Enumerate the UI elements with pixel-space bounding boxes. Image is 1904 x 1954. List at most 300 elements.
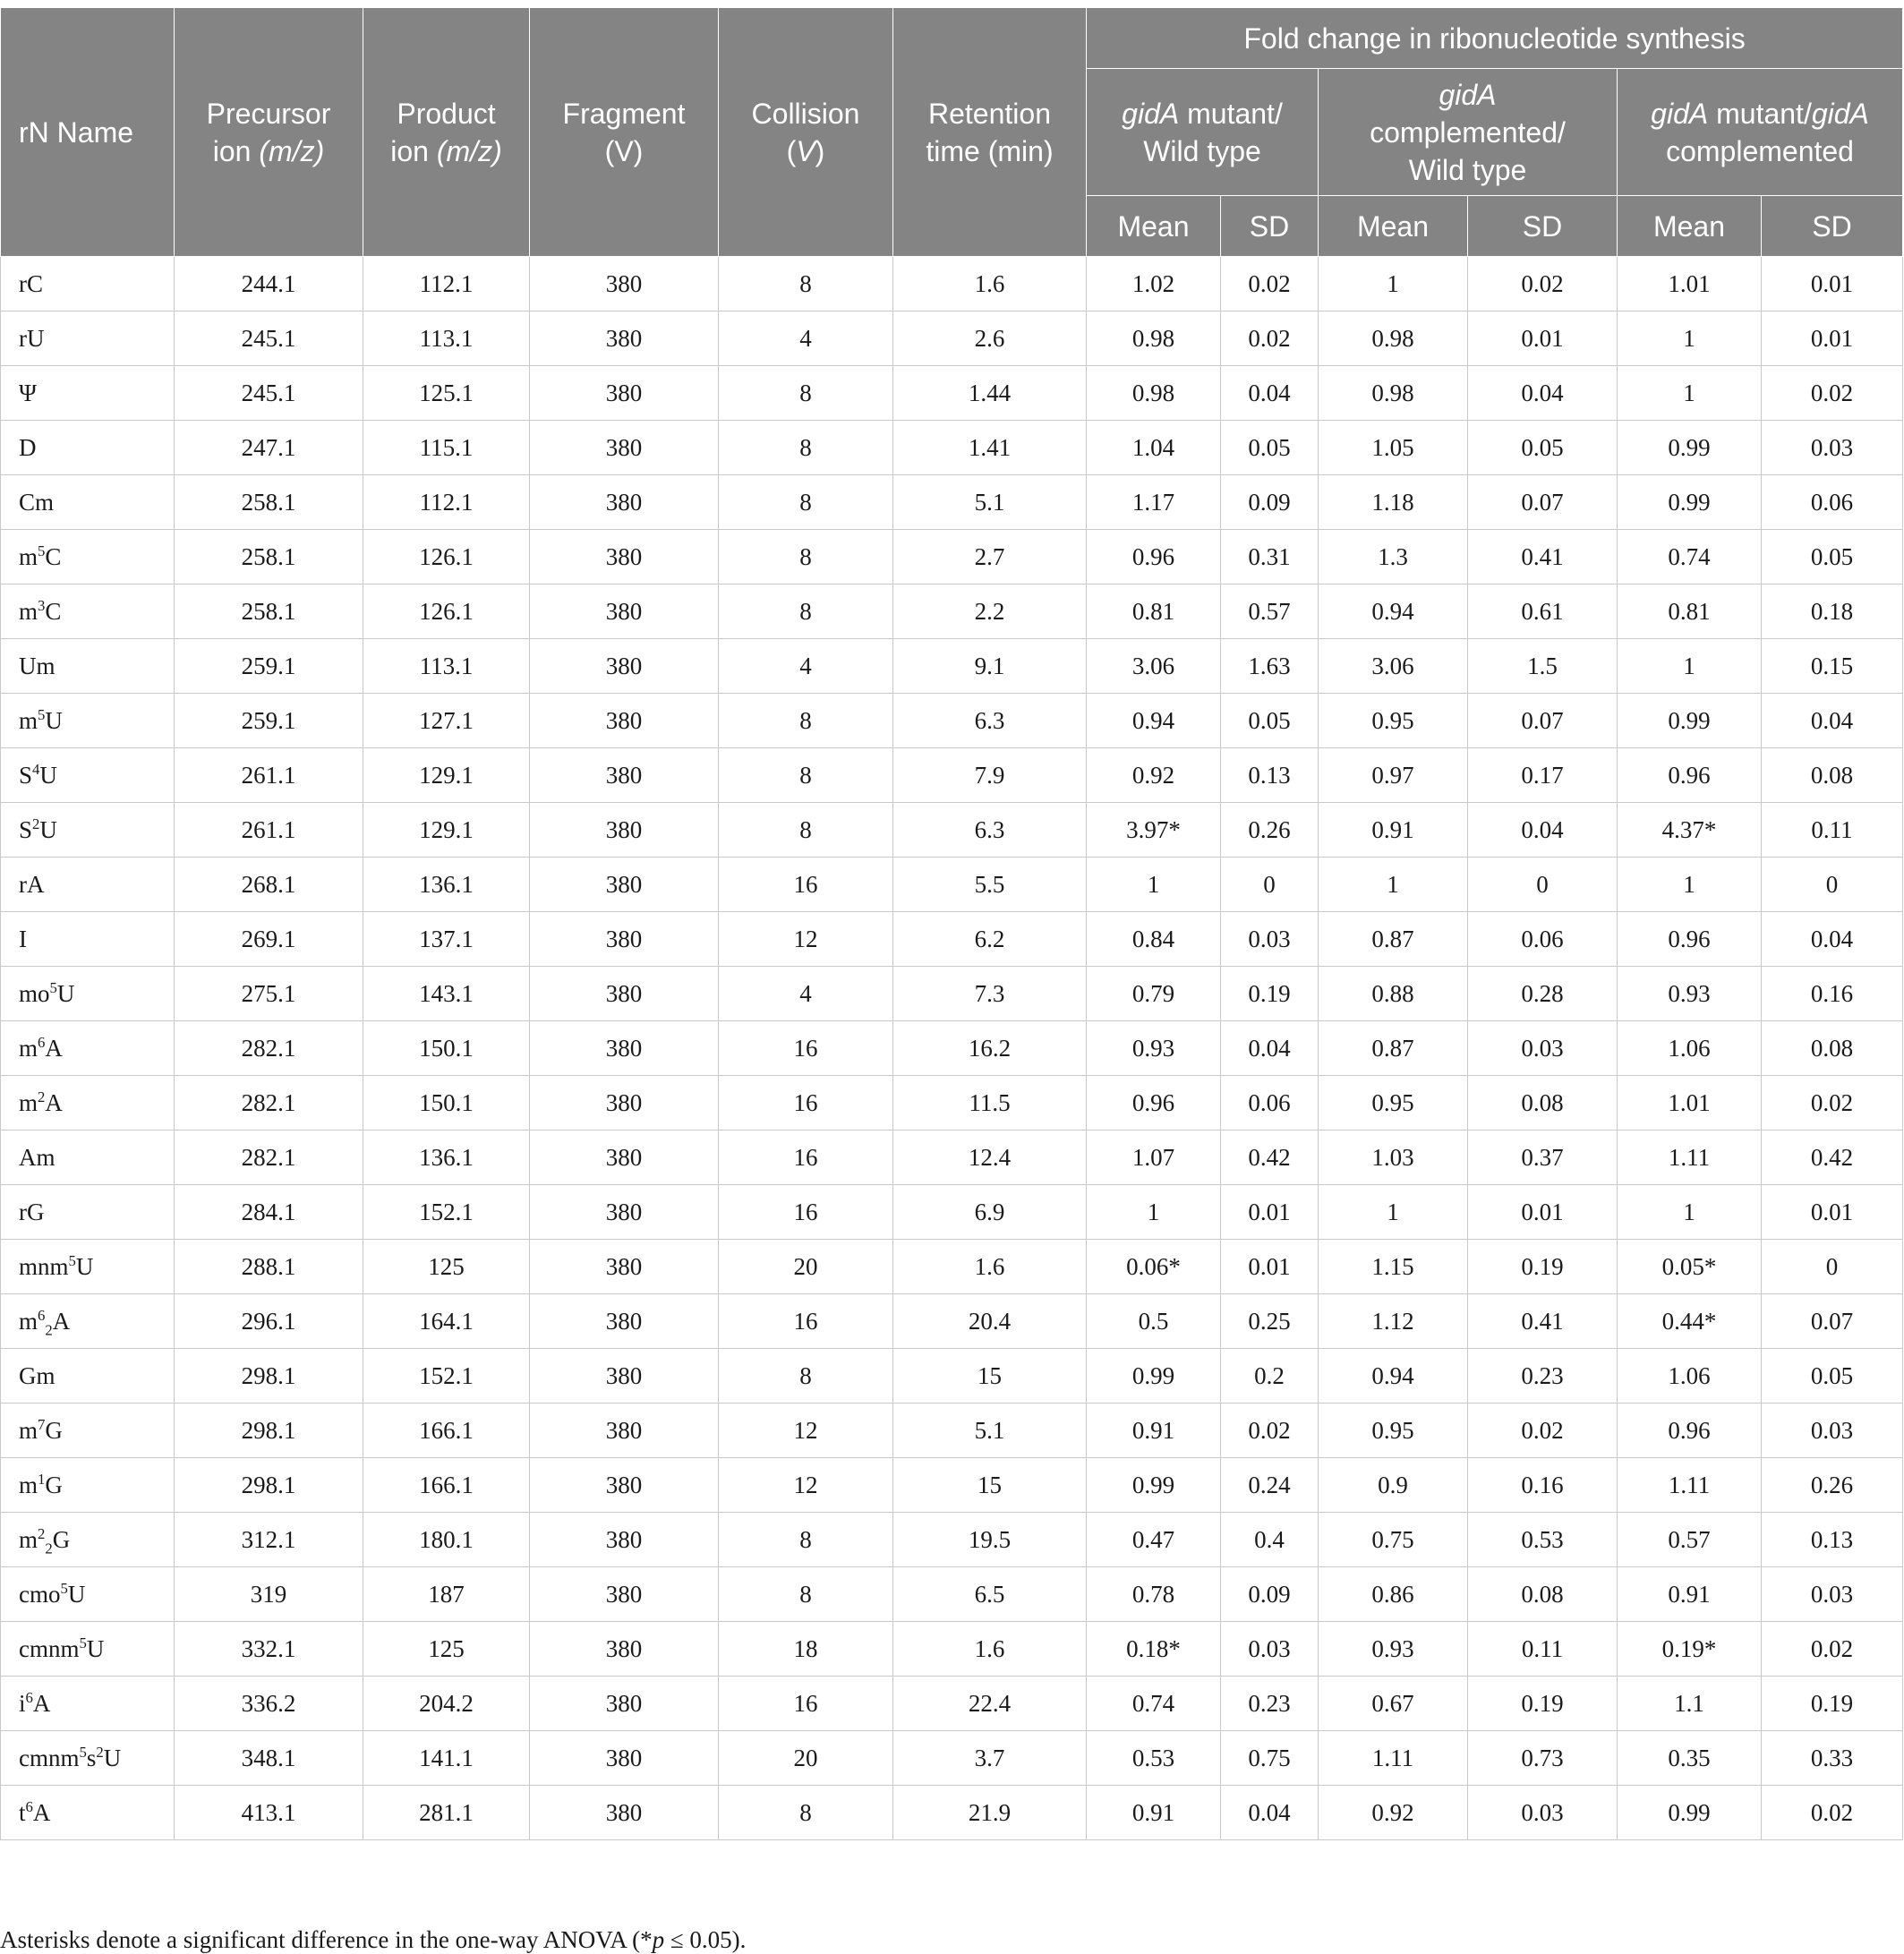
table-cell: 3.06	[1319, 639, 1468, 694]
table-cell: 0.07	[1468, 694, 1618, 748]
header-retention: Retention time (min)	[893, 8, 1087, 257]
table-cell: 0.08	[1762, 1021, 1903, 1076]
table-cell: 0.99	[1618, 694, 1762, 748]
table-cell: 0.01	[1221, 1185, 1319, 1240]
table-cell: 8	[719, 803, 893, 858]
table-cell: 3.7	[893, 1731, 1087, 1786]
table-cell: 0.17	[1468, 748, 1618, 803]
table-cell: 258.1	[175, 475, 363, 530]
cell-rn-name: $m^5C$	[1, 530, 175, 584]
table-cell: 0.91	[1618, 1567, 1762, 1622]
table-row	[1, 1731, 1903, 1786]
table-cell: 0.02	[1762, 1786, 1903, 1840]
table-cell: 380	[530, 1131, 719, 1185]
table-cell: 0.13	[1221, 748, 1319, 803]
table-cell: 0.91	[1087, 1404, 1221, 1458]
table-cell: 380	[530, 1731, 719, 1786]
table-cell: 113.1	[363, 311, 530, 366]
table-cell: 0.94	[1087, 694, 1221, 748]
table-cell: 259.1	[175, 694, 363, 748]
header-name: rN Name	[1, 8, 175, 257]
table-cell: 0.92	[1319, 1786, 1468, 1840]
table-cell: 0.03	[1762, 1567, 1903, 1622]
table-row	[1, 694, 1903, 748]
table-cell: 1	[1618, 1185, 1762, 1240]
table-cell: 164.1	[363, 1294, 530, 1349]
table-row	[1, 1786, 1903, 1840]
cell-rn-name: $i^6A$	[1, 1677, 175, 1731]
table-row	[1, 1567, 1903, 1622]
table-cell: 127.1	[363, 694, 530, 748]
cell-rn-name: I	[1, 912, 175, 967]
cell-rn-name: $m^1G$	[1, 1458, 175, 1513]
table-cell: 1.6	[893, 257, 1087, 311]
table-cell: 0.08	[1468, 1567, 1618, 1622]
table-cell: 0.96	[1618, 912, 1762, 967]
table-cell: 0.98	[1087, 366, 1221, 421]
table-cell: 1.1	[1618, 1677, 1762, 1731]
table-row	[1, 1076, 1903, 1131]
cell-rn-name: rG	[1, 1185, 175, 1240]
table-cell: 0.08	[1468, 1076, 1618, 1131]
table-cell: 380	[530, 257, 719, 311]
table-cell: 0.93	[1319, 1622, 1468, 1677]
table-cell: 0.53	[1087, 1731, 1221, 1786]
table-cell: 1.15	[1319, 1240, 1468, 1294]
table-cell: 20	[719, 1731, 893, 1786]
table-cell: 380	[530, 694, 719, 748]
table-cell: 0.94	[1319, 584, 1468, 639]
table-cell: 288.1	[175, 1240, 363, 1294]
table-row	[1, 1622, 1903, 1677]
table-cell: 0.99	[1618, 475, 1762, 530]
table-cell: 12.4	[893, 1131, 1087, 1185]
table-cell: 0.03	[1221, 1622, 1319, 1677]
table-cell: 0	[1762, 858, 1903, 912]
table-cell: 0.42	[1221, 1131, 1319, 1185]
table-cell: 0.05*	[1618, 1240, 1762, 1294]
table-cell: 8	[719, 421, 893, 475]
table-cell: 1	[1618, 366, 1762, 421]
table-cell: 0.03	[1221, 912, 1319, 967]
table-cell: 0.84	[1087, 912, 1221, 967]
table-cell: 1.41	[893, 421, 1087, 475]
table-cell: 0.96	[1087, 1076, 1221, 1131]
cell-rn-name: mnm$^5$U	[1, 1240, 175, 1294]
table-cell: 5.1	[893, 475, 1087, 530]
header-collision: Collision (V)	[719, 8, 893, 257]
table-cell: 187	[363, 1567, 530, 1622]
table-cell: 245.1	[175, 366, 363, 421]
table-container	[0, 7, 1904, 1840]
table-cell: 0	[1762, 1240, 1903, 1294]
table-cell: 282.1	[175, 1021, 363, 1076]
table-cell: 11.5	[893, 1076, 1087, 1131]
table-cell: 1.6	[893, 1240, 1087, 1294]
table-cell: 0.08	[1762, 748, 1903, 803]
table-cell: 1.6	[893, 1622, 1087, 1677]
table-cell: 0.06	[1762, 475, 1903, 530]
table-row	[1, 366, 1903, 421]
table-cell: 0.4	[1221, 1513, 1319, 1567]
header-fragment: Fragment (V)	[530, 8, 719, 257]
table-cell: 0.01	[1221, 1240, 1319, 1294]
header-comparison-1: gidA mutant/ Wild type	[1087, 69, 1319, 196]
table-row	[1, 1131, 1903, 1185]
header-mean: Mean	[1618, 196, 1762, 257]
table-cell: 0.03	[1762, 1404, 1903, 1458]
header-precursor: Precursor ion (m/z)	[175, 8, 363, 257]
table-cell: 380	[530, 803, 719, 858]
table-cell: 0.33	[1762, 1731, 1903, 1786]
table-cell: 261.1	[175, 803, 363, 858]
table-cell: 0.26	[1221, 803, 1319, 858]
table-cell: 380	[530, 1240, 719, 1294]
table-cell: 0.95	[1319, 1404, 1468, 1458]
table-cell: 6.5	[893, 1567, 1087, 1622]
cell-rn-name: $S^2U$	[1, 803, 175, 858]
table-cell: 1	[1319, 858, 1468, 912]
table-cell: 0.75	[1221, 1731, 1319, 1786]
table-cell: 8	[719, 1349, 893, 1404]
table-cell: 7.3	[893, 967, 1087, 1021]
table-cell: 0.81	[1087, 584, 1221, 639]
table-cell: 0.07	[1468, 475, 1618, 530]
table-cell: 0	[1468, 858, 1618, 912]
table-cell: 268.1	[175, 858, 363, 912]
table-cell: 0.87	[1319, 1021, 1468, 1076]
table-cell: 1.63	[1221, 639, 1319, 694]
table-cell: 0.47	[1087, 1513, 1221, 1567]
table-cell: 0.02	[1221, 311, 1319, 366]
table-cell: 0.02	[1762, 1076, 1903, 1131]
table-cell: 126.1	[363, 584, 530, 639]
table-cell: 5.1	[893, 1404, 1087, 1458]
table-cell: 113.1	[363, 639, 530, 694]
table-cell: 0.06*	[1087, 1240, 1221, 1294]
table-cell: 380	[530, 475, 719, 530]
table-cell: 380	[530, 311, 719, 366]
header-sd: SD	[1762, 196, 1903, 257]
cell-rn-name: $S^4U$	[1, 748, 175, 803]
table-cell: 1.02	[1087, 257, 1221, 311]
table-cell: 166.1	[363, 1404, 530, 1458]
table-row	[1, 311, 1903, 366]
table-cell: 0.26	[1762, 1458, 1903, 1513]
table-cell: 258.1	[175, 530, 363, 584]
table-cell: 8	[719, 366, 893, 421]
table-cell: 380	[530, 1294, 719, 1349]
table-cell: 0.95	[1319, 694, 1468, 748]
table-cell: 15	[893, 1458, 1087, 1513]
table-cell: 0.97	[1319, 748, 1468, 803]
table-cell: 0.5	[1087, 1294, 1221, 1349]
table-cell: 12	[719, 1404, 893, 1458]
table-row	[1, 1513, 1903, 1567]
table-cell: 0.05	[1468, 421, 1618, 475]
table-cell: 1	[1087, 1185, 1221, 1240]
table-cell: 0.02	[1221, 1404, 1319, 1458]
table-cell: 380	[530, 421, 719, 475]
header-sd: SD	[1468, 196, 1618, 257]
table-cell: 0.44*	[1618, 1294, 1762, 1349]
table-cell: 0.94	[1319, 1349, 1468, 1404]
header-comparison-3: gidA mutant/gidA complemented	[1618, 69, 1903, 196]
table-cell: 269.1	[175, 912, 363, 967]
table-cell: 1.11	[1618, 1131, 1762, 1185]
table-cell: 22.4	[893, 1677, 1087, 1731]
table-cell: 380	[530, 967, 719, 1021]
table-cell: 19.5	[893, 1513, 1087, 1567]
table-cell: 0.73	[1468, 1731, 1618, 1786]
cell-rn-name: $cmnm^5s^2U$	[1, 1731, 175, 1786]
table-cell: 380	[530, 1786, 719, 1840]
table-cell: 0.28	[1468, 967, 1618, 1021]
table-cell: 12	[719, 1458, 893, 1513]
table-cell: 125	[363, 1622, 530, 1677]
table-cell: 0.05	[1221, 421, 1319, 475]
header-product: Product ion (m/z)	[363, 8, 530, 257]
table-cell: 2.6	[893, 311, 1087, 366]
table-cell: 261.1	[175, 748, 363, 803]
table-cell: 0.06	[1468, 912, 1618, 967]
table-cell: 0.75	[1319, 1513, 1468, 1567]
table-cell: 1.18	[1319, 475, 1468, 530]
table-cell: 0.11	[1468, 1622, 1618, 1677]
table-cell: 8	[719, 475, 893, 530]
table-cell: 1	[1618, 858, 1762, 912]
table-cell: 1	[1319, 257, 1468, 311]
table-cell: 282.1	[175, 1076, 363, 1131]
cell-rn-name: Um	[1, 639, 175, 694]
table-cell: 0.04	[1221, 1786, 1319, 1840]
table-cell: 0.19	[1762, 1677, 1903, 1731]
table-cell: 8	[719, 530, 893, 584]
cell-rn-name: D	[1, 421, 175, 475]
table-cell: 298.1	[175, 1349, 363, 1404]
table-cell: 298.1	[175, 1458, 363, 1513]
table-cell: 0.92	[1087, 748, 1221, 803]
table-cell: 1.06	[1618, 1021, 1762, 1076]
cell-rn-name: $m^6_2A$	[1, 1294, 175, 1349]
cell-rn-name: $m^7G$	[1, 1404, 175, 1458]
table-cell: 16	[719, 1021, 893, 1076]
table-cell: 380	[530, 639, 719, 694]
table-cell: 137.1	[363, 912, 530, 967]
table-cell: 3.06	[1087, 639, 1221, 694]
table-cell: 0.01	[1762, 1185, 1903, 1240]
table-cell: 0.91	[1319, 803, 1468, 858]
table-cell: 141.1	[363, 1731, 530, 1786]
header-sd: SD	[1221, 196, 1319, 257]
table-cell: 380	[530, 1185, 719, 1240]
table-cell: 0.02	[1762, 1622, 1903, 1677]
table-cell: 0.02	[1221, 257, 1319, 311]
table-cell: 380	[530, 1404, 719, 1458]
table-cell: 15	[893, 1349, 1087, 1404]
table-cell: 4	[719, 311, 893, 366]
table-cell: 0.99	[1087, 1458, 1221, 1513]
table-cell: 0.06	[1221, 1076, 1319, 1131]
table-cell: 0.05	[1762, 1349, 1903, 1404]
table-row	[1, 1458, 1903, 1513]
table-cell: 0.2	[1221, 1349, 1319, 1404]
table-cell: 0.02	[1762, 366, 1903, 421]
table-cell: 204.2	[363, 1677, 530, 1731]
table-cell: 6.9	[893, 1185, 1087, 1240]
table-row	[1, 1404, 1903, 1458]
table-cell: 6.3	[893, 694, 1087, 748]
table-cell: 0.02	[1468, 257, 1618, 311]
table-cell: 0.18	[1762, 584, 1903, 639]
table-cell: 380	[530, 1677, 719, 1731]
table-cell: 20	[719, 1240, 893, 1294]
table-cell: 1.01	[1618, 1076, 1762, 1131]
table-cell: 0.41	[1468, 530, 1618, 584]
table-cell: 129.1	[363, 803, 530, 858]
table-cell: 1.01	[1618, 257, 1762, 311]
table-cell: 16	[719, 1131, 893, 1185]
footnote: Asterisks denote a significant difference in the one-way ANOVA (*p ≤ 0.05).	[0, 1926, 747, 1953]
table-row	[1, 257, 1903, 311]
table-cell: 380	[530, 1021, 719, 1076]
table-row	[1, 1677, 1903, 1731]
table-cell: 0.31	[1221, 530, 1319, 584]
table-row	[1, 475, 1903, 530]
table-cell: 0.01	[1468, 1185, 1618, 1240]
table-cell: 0.86	[1319, 1567, 1468, 1622]
table-body	[1, 257, 1903, 1840]
table-cell: 6.3	[893, 803, 1087, 858]
cell-rn-name: $t^6A$	[1, 1786, 175, 1840]
table-cell: 0.04	[1468, 803, 1618, 858]
table-cell: 0.99	[1087, 1349, 1221, 1404]
table-cell: 0.11	[1762, 803, 1903, 858]
table-row	[1, 858, 1903, 912]
table-cell: 21.9	[893, 1786, 1087, 1840]
table-cell: 0.74	[1087, 1677, 1221, 1731]
table-row	[1, 421, 1903, 475]
table-cell: 125	[363, 1240, 530, 1294]
table-cell: 0.05	[1221, 694, 1319, 748]
table-cell: 1.12	[1319, 1294, 1468, 1349]
table-cell: 4	[719, 967, 893, 1021]
table-cell: 8	[719, 1513, 893, 1567]
table-row	[1, 584, 1903, 639]
table-cell: 0.96	[1087, 530, 1221, 584]
table-cell: 12	[719, 912, 893, 967]
table-cell: 129.1	[363, 748, 530, 803]
table-cell: 0.04	[1762, 912, 1903, 967]
table-cell: 380	[530, 584, 719, 639]
cell-rn-name: $mo^5U$	[1, 967, 175, 1021]
table-cell: 247.1	[175, 421, 363, 475]
table-row	[1, 1349, 1903, 1404]
table-row	[1, 530, 1903, 584]
table-cell: 1.04	[1087, 421, 1221, 475]
table-row	[1, 1021, 1903, 1076]
table-cell: 348.1	[175, 1731, 363, 1786]
table-row	[1, 1294, 1903, 1349]
table-row	[1, 748, 1903, 803]
table-cell: 0.91	[1087, 1786, 1221, 1840]
table-cell: 275.1	[175, 967, 363, 1021]
table-cell: 0.23	[1468, 1349, 1618, 1404]
table-cell: 0.78	[1087, 1567, 1221, 1622]
table-cell: 259.1	[175, 639, 363, 694]
table-cell: 380	[530, 1349, 719, 1404]
table-cell: 1.07	[1087, 1131, 1221, 1185]
table-cell: 380	[530, 530, 719, 584]
cell-rn-name: cmo$^5$U	[1, 1567, 175, 1622]
table-cell: 244.1	[175, 257, 363, 311]
table-cell: 0.24	[1221, 1458, 1319, 1513]
table-cell: 16	[719, 1294, 893, 1349]
table-cell: 380	[530, 1458, 719, 1513]
table-cell: 332.1	[175, 1622, 363, 1677]
table-cell: 0.61	[1468, 584, 1618, 639]
table-cell: 8	[719, 1567, 893, 1622]
table-cell: 6.2	[893, 912, 1087, 967]
table-cell: 1.05	[1319, 421, 1468, 475]
table-cell: 380	[530, 1622, 719, 1677]
table-cell: 0.95	[1319, 1076, 1468, 1131]
table-cell: 0.01	[1468, 311, 1618, 366]
table-cell: 1.17	[1087, 475, 1221, 530]
table-cell: 3.97*	[1087, 803, 1221, 858]
table-cell: 0.96	[1618, 1404, 1762, 1458]
table-cell: 258.1	[175, 584, 363, 639]
table-cell: 0.02	[1468, 1404, 1618, 1458]
table-cell: 1	[1618, 639, 1762, 694]
table-cell: 126.1	[363, 530, 530, 584]
table-cell: 136.1	[363, 858, 530, 912]
table-cell: 115.1	[363, 421, 530, 475]
cell-rn-name: $m^6A$	[1, 1021, 175, 1076]
table-cell: 8	[719, 748, 893, 803]
table-cell: 0.93	[1618, 967, 1762, 1021]
table-cell: 284.1	[175, 1185, 363, 1240]
table-cell: 7.9	[893, 748, 1087, 803]
table-cell: 136.1	[363, 1131, 530, 1185]
table-cell: 0.98	[1319, 366, 1468, 421]
table-cell: 152.1	[363, 1349, 530, 1404]
table-cell: 16	[719, 858, 893, 912]
table-cell: 0.04	[1468, 366, 1618, 421]
table-cell: 150.1	[363, 1021, 530, 1076]
table-cell: 8	[719, 694, 893, 748]
table-cell: 2.7	[893, 530, 1087, 584]
cell-rn-name: cmnm$^5$U	[1, 1622, 175, 1677]
table-cell: 8	[719, 257, 893, 311]
header-fold-group: Fold change in ribonucleotide synthesis	[1087, 8, 1903, 69]
table-cell: 1.03	[1319, 1131, 1468, 1185]
table-cell: 0.88	[1319, 967, 1468, 1021]
table-cell: 125.1	[363, 366, 530, 421]
table-cell: 166.1	[363, 1458, 530, 1513]
table-cell: 0.04	[1762, 694, 1903, 748]
table-cell: 150.1	[363, 1076, 530, 1131]
table-cell: 1.5	[1468, 639, 1618, 694]
table-cell: 2.2	[893, 584, 1087, 639]
header-mean: Mean	[1087, 196, 1221, 257]
table-cell: 380	[530, 366, 719, 421]
table-cell: 0.67	[1319, 1677, 1468, 1731]
table-cell: 0.25	[1221, 1294, 1319, 1349]
table-cell: 0.23	[1221, 1677, 1319, 1731]
table-cell: 143.1	[363, 967, 530, 1021]
table-cell: 0.01	[1762, 311, 1903, 366]
